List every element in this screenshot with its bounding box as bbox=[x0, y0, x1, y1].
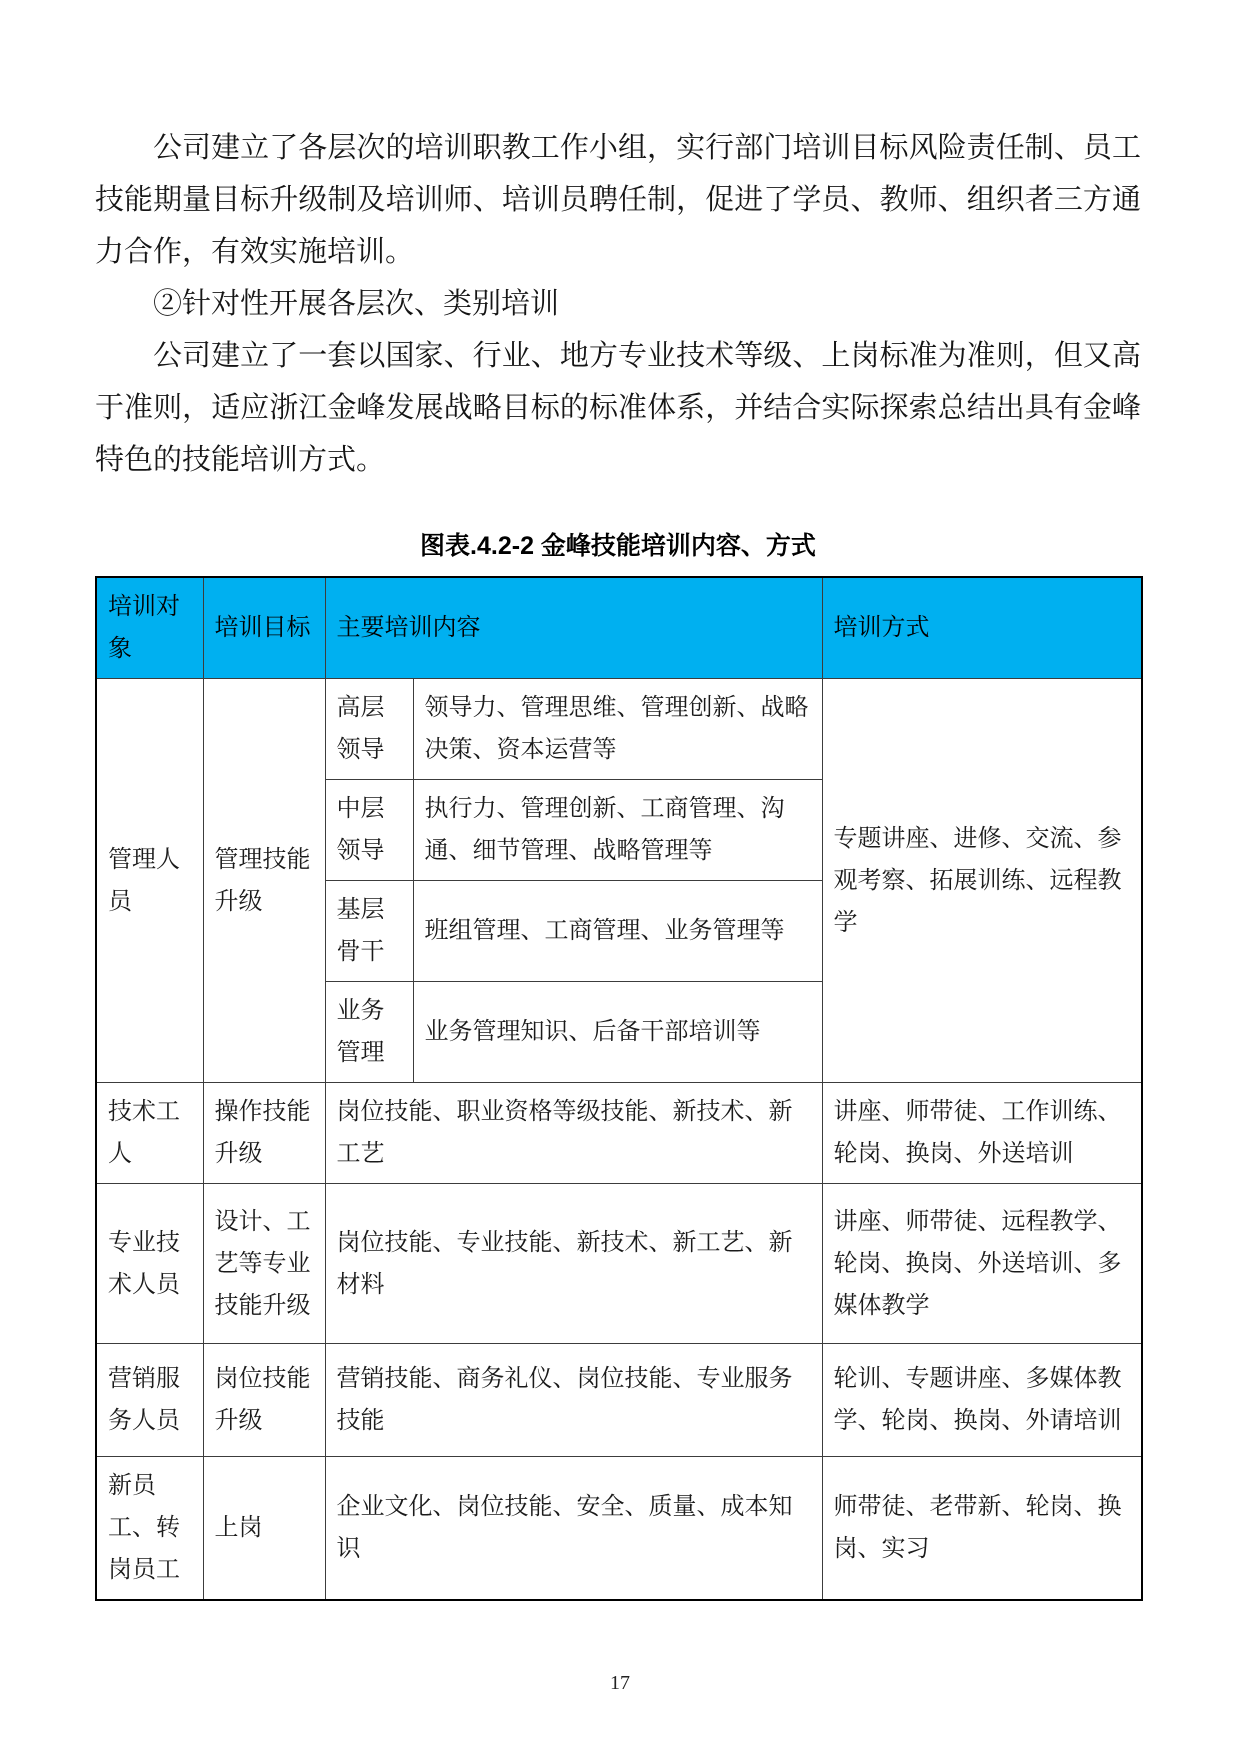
table-row-new-employees bbox=[96, 1457, 1142, 1601]
table-row-marketing-service bbox=[96, 1344, 1142, 1457]
page-number: 17 bbox=[610, 1672, 630, 1694]
cell-goal-marketing: 岗位技能升级 bbox=[203, 1344, 325, 1457]
cell-content-new-employees: 企业文化、岗位技能、安全、质量、成本知识 bbox=[325, 1457, 822, 1601]
cell-target-management: 管理人员 bbox=[96, 679, 203, 1083]
cell-goal-new-employees: 上岗 bbox=[203, 1457, 325, 1601]
table-row-technical-workers bbox=[96, 1083, 1142, 1184]
paragraph-section-heading: ②针对性开展各层次、类别培训 bbox=[153, 288, 560, 320]
cell-method-new-employees: 师带徒、老带新、轮岗、换岗、实习 bbox=[822, 1457, 1142, 1601]
paragraph-training-groups: 公司建立了各层次的培训职教工作小组，实行部门培训目标风险责任制、员工技能期量目标升级制及培训师、培训员聘任制，促进了学员、教师、组织者三方通力合作，有效实施培训。 bbox=[95, 132, 1141, 268]
header-cell-goal: 培训目标 bbox=[203, 577, 325, 679]
cell-content-grassroots: 班组管理、工商管理、业务管理等 bbox=[413, 881, 822, 982]
header-cell-method: 培训方式 bbox=[822, 577, 1142, 679]
cell-content-professional: 岗位技能、专业技能、新技术、新工艺、新材料 bbox=[325, 1184, 822, 1344]
cell-target-marketing: 营销服务人员 bbox=[96, 1344, 203, 1457]
cell-goal-professional: 设计、工艺等专业技能升级 bbox=[203, 1184, 325, 1344]
header-cell-content: 主要培训内容 bbox=[325, 577, 822, 679]
cell-content-business: 业务管理知识、后备干部培训等 bbox=[413, 982, 822, 1083]
table-header-row bbox=[96, 577, 1142, 679]
table-row-professional-staff bbox=[96, 1184, 1142, 1344]
cell-content-senior: 领导力、管理思维、管理创新、战略决策、资本运营等 bbox=[413, 679, 822, 780]
page-content bbox=[95, 122, 1141, 1601]
cell-method-professional: 讲座、师带徒、远程教学、轮岗、换岗、外送培训、多媒体教学 bbox=[822, 1184, 1142, 1344]
cell-target-professional: 专业技术人员 bbox=[96, 1184, 203, 1344]
cell-level-senior: 高层领导 bbox=[325, 679, 413, 780]
cell-level-business: 业务管理 bbox=[325, 982, 413, 1083]
cell-goal-management: 管理技能升级 bbox=[203, 679, 325, 1083]
cell-level-grassroots: 基层骨干 bbox=[325, 881, 413, 982]
cell-level-middle: 中层领导 bbox=[325, 780, 413, 881]
paragraph-standards-system: 公司建立了一套以国家、行业、地方专业技术等级、上岗标准为准则，但又高于准则，适应浙江金峰发展战略目标的标准体系，并结合实际探索总结出具有金峰特色的技能培训方式。 bbox=[95, 340, 1141, 476]
training-content-table bbox=[95, 576, 1143, 1601]
cell-target-technical: 技术工人 bbox=[96, 1083, 203, 1184]
cell-content-technical: 岗位技能、职业资格等级技能、新技术、新工艺 bbox=[325, 1083, 822, 1184]
cell-method-technical: 讲座、师带徒、工作训练、轮岗、换岗、外送培训 bbox=[822, 1083, 1142, 1184]
table-row-management-senior bbox=[96, 679, 1142, 780]
cell-content-marketing: 营销技能、商务礼仪、岗位技能、专业服务技能 bbox=[325, 1344, 822, 1457]
cell-target-new-employees: 新员工、转岗员工 bbox=[96, 1457, 203, 1601]
header-cell-target: 培训对象 bbox=[96, 577, 203, 679]
cell-content-middle: 执行力、管理创新、工商管理、沟通、细节管理、战略管理等 bbox=[413, 780, 822, 881]
cell-method-management: 专题讲座、进修、交流、参观考察、拓展训练、远程教学 bbox=[822, 679, 1142, 1083]
table-caption: 图表.4.2-2 金峰技能培训内容、方式 bbox=[420, 532, 816, 560]
cell-goal-technical: 操作技能升级 bbox=[203, 1083, 325, 1184]
cell-method-marketing: 轮训、专题讲座、多媒体教学、轮岗、换岗、外请培训 bbox=[822, 1344, 1142, 1457]
